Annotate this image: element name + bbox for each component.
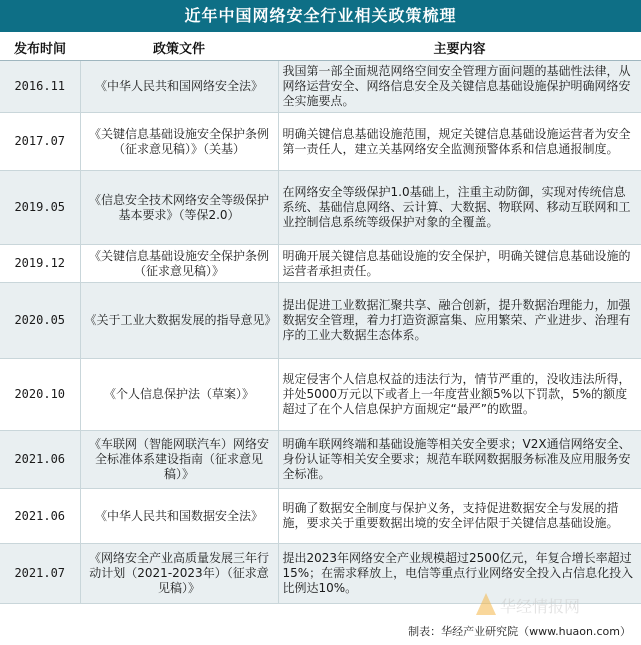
policy-table <box>0 34 641 604</box>
row-date: 2019.05 <box>0 171 80 245</box>
row-date: 2016.11 <box>0 61 80 113</box>
row-content: 提出促进工业数据汇聚共享、融合创新，提升数据治理能力，加强数据安全管理，着力打造资源富集、应用繁荣、产业进步、治理有序的工业大数据生态体系。 <box>278 283 641 359</box>
table-header-row <box>0 34 641 61</box>
row-doc: 《关于工业大数据发展的指导意见》 <box>80 283 278 359</box>
header-doc: 政策文件 <box>80 34 278 61</box>
row-date: 2019.12 <box>0 245 80 283</box>
row-content: 明确开展关键信息基础设施的安全保护，明确关键信息基础设施的运营者承担责任。 <box>278 245 641 283</box>
row-doc: 《关键信息基础设施安全保护条例（征求意见稿）》（关基） <box>80 113 278 171</box>
row-doc: 《车联网（智能网联汽车）网络安全标准体系建设指南（征求意见稿）》 <box>80 431 278 489</box>
table-row <box>0 245 641 283</box>
row-date: 2021.06 <box>0 489 80 544</box>
row-content: 明确关键信息基础设施范围，规定关键信息基础设施运营者为安全第一责任人，建立关基网络安全监测预警体系和信息通报制度。 <box>278 113 641 171</box>
row-content: 在网络安全等级保护1.0基础上，注重主动防御，实现对传统信息系统、基础信息网络、云计算、大数据、物联网、移动互联网和工业控制信息系统等级保护对象的全覆盖。 <box>278 171 641 245</box>
row-content: 明确车联网终端和基础设施等相关安全要求；V2X通信网络安全、身份认证等相关安全要求；规范车联网数据服务标准及应用服务安全标准。 <box>278 431 641 489</box>
table-row <box>0 359 641 431</box>
row-date: 2020.05 <box>0 283 80 359</box>
header-date: 发布时间 <box>0 34 80 61</box>
table-row <box>0 489 641 544</box>
row-doc: 《个人信息保护法（草案）》 <box>80 359 278 431</box>
row-content: 规定侵害个人信息权益的违法行为，情节严重的，没收违法所得，并处5000万元以下或者上一年度营业额5%以下罚款，5%的额度超过了在个人信息保护方面规定“最严”的欧盟。 <box>278 359 641 431</box>
row-doc: 《网络安全产业高质量发展三年行动计划（2021-2023年）（征求意见稿）》 <box>80 544 278 604</box>
row-date: 2017.07 <box>0 113 80 171</box>
row-content: 提出2023年网络安全产业规模超过2500亿元，年复合增长率超过15%；在需求释放上，电信等重点行业网络安全投入占信息化投入比例达10%。 <box>278 544 641 604</box>
table-row <box>0 113 641 171</box>
row-doc: 《中华人民共和国网络安全法》 <box>80 61 278 113</box>
row-date: 2021.06 <box>0 431 80 489</box>
watermark-logo <box>470 585 590 625</box>
table-row <box>0 61 641 113</box>
row-content: 我国第一部全面规范网络空间安全管理方面问题的基础性法律，从网络运营安全、网络信息安全及关键信息基础设施保护明确网络安全实施要点。 <box>278 61 641 113</box>
row-content: 明确了数据安全制度与保护义务，支持促进数据安全与发展的措施，要求关于重要数据出境的安全评估限于关键信息基础设施。 <box>278 489 641 544</box>
row-doc: 《中华人民共和国数据安全法》 <box>80 489 278 544</box>
watermark-triangle-icon <box>476 593 496 615</box>
row-date: 2020.10 <box>0 359 80 431</box>
table-row <box>0 171 641 245</box>
row-doc: 《关键信息基础设施安全保护条例（征求意见稿）》 <box>80 245 278 283</box>
row-date: 2021.07 <box>0 544 80 604</box>
table-row <box>0 283 641 359</box>
header-content: 主要内容 <box>278 34 641 61</box>
row-doc: 《信息安全技术网络安全等级保护基本要求》（等保2.0） <box>80 171 278 245</box>
watermark-text: 华经情报网 <box>500 597 581 616</box>
source-note: 制表：华经产业研究院（www.huaon.com） <box>408 625 631 638</box>
page-title: 近年中国网络安全行业相关政策梳理 <box>0 0 641 32</box>
table-row <box>0 431 641 489</box>
